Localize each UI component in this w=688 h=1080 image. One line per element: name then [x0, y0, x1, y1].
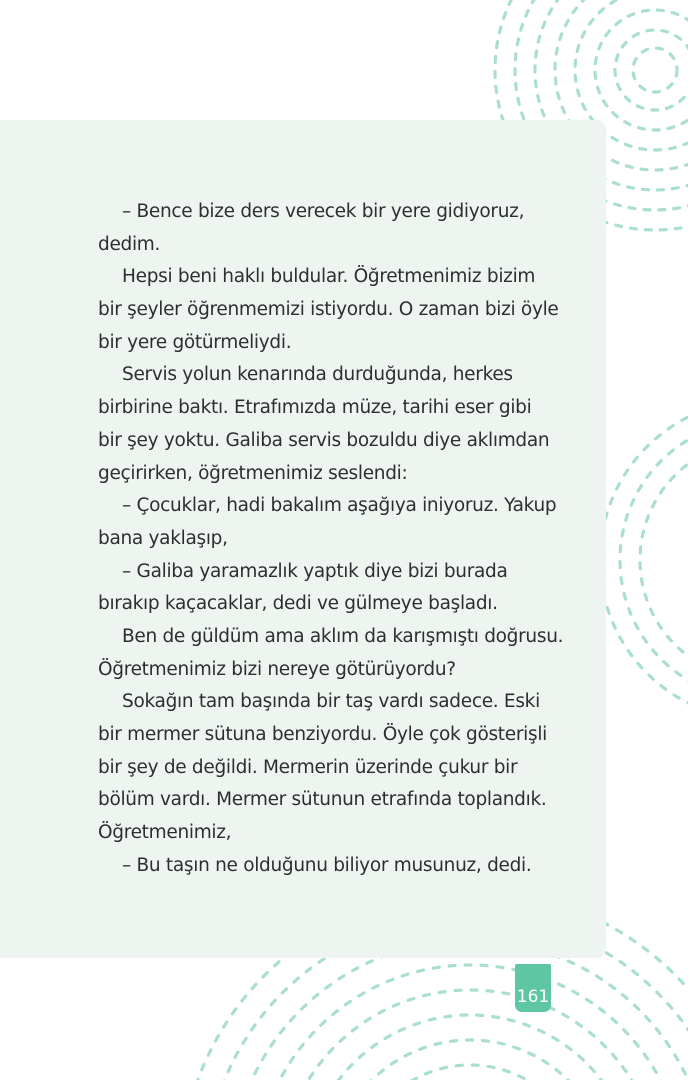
- text-line: bir şey yoktu. Galiba servis bozuldu diye aklımdan: [98, 429, 550, 451]
- text-line: Sokağın tam başında bir taş vardı sadece. Eski: [122, 691, 540, 713]
- text-line: Servis yolun kenarında durduğunda, herkes: [122, 364, 513, 386]
- text-line: bir mermer sütuna benziyordu. Öyle çok gösterişli: [98, 724, 548, 745]
- story-text: [98, 196, 568, 882]
- text-line: bölüm vardı. Mermer sütunun etrafında toplandık.: [98, 789, 547, 811]
- text-line: bana yaklaşıp,: [98, 527, 228, 549]
- text-line: geçirirken, öğretmenimiz seslendi:: [98, 462, 408, 484]
- text-line: Öğretmenimiz,: [98, 822, 232, 844]
- text-line: bir şey de değildi. Mermerin üzerinde çukur bir: [98, 756, 518, 778]
- text-line: Öğretmenimiz bizi nereye götürüyordu?: [98, 658, 456, 680]
- text-line: bir yere götürmeliydi.: [98, 331, 292, 353]
- text-line: bir şeyler öğrenmemizi istiyordu. O zaman bizi öyle: [98, 299, 559, 321]
- page-number: 161: [515, 964, 551, 1012]
- text-line: bırakıp kaçacaklar, dedi ve gülmeye başladı.: [98, 593, 498, 615]
- text-line: – Bu taşın ne olduğunu biliyor musunuz, dedi.: [122, 854, 532, 876]
- text-line: birbirine baktı. Etrafımızda müze, tarihi eser gibi: [98, 397, 532, 419]
- text-line: – Çocuklar, hadi bakalım aşağıya iniyoruz. Yakup: [122, 495, 557, 517]
- text-line: Hepsi beni haklı buldular. Öğretmenimiz bizim: [122, 266, 536, 288]
- text-line: Ben de güldüm ama aklım da karışmıştı doğrusu.: [122, 625, 564, 647]
- text-line: dedim.: [98, 233, 161, 255]
- text-line: – Bence bize ders verecek bir yere gidiyoruz,: [122, 201, 525, 222]
- text-line: – Galiba yaramazlık yaptık diye bizi burada: [122, 560, 508, 582]
